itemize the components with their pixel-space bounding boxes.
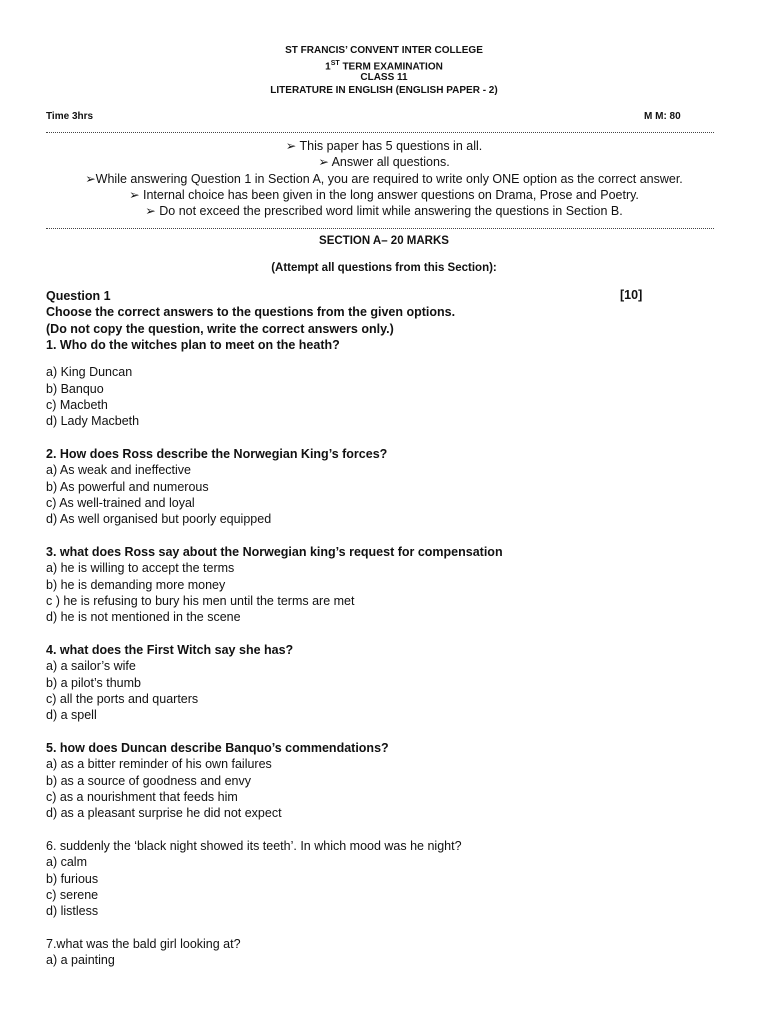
section-subtitle: (Attempt all questions from this Section): — [271, 262, 497, 274]
section-title: SECTION A– 20 MARKS — [319, 235, 449, 247]
max-marks-label: M M: 80 — [644, 111, 681, 122]
term-text: TERM EXAMINATION — [339, 61, 443, 73]
option: b) furious — [46, 872, 99, 886]
time-label: Time 3hrs — [46, 111, 94, 122]
option: c) serene — [46, 888, 99, 902]
question-text: 1. Who do the witches plan to meet on the heath? — [46, 338, 340, 352]
instruction-3: ➢While answering Question 1 in Section A, you are required to write only ONE option as the correct answer. — [85, 172, 683, 186]
term-number: 1 — [325, 61, 331, 73]
option: d) he is not mentioned in the scene — [46, 610, 241, 624]
question-text: 2. How does Ross describe the Norwegian King’s forces? — [46, 447, 388, 461]
option: d) a spell — [46, 708, 97, 722]
instruction-1: ➢ This paper has 5 questions in all. — [285, 139, 483, 153]
option: b) As powerful and numerous — [46, 480, 209, 494]
option: b) he is demanding more money — [46, 578, 226, 592]
option: a) calm — [46, 855, 87, 869]
option: c) Macbeth — [46, 398, 108, 412]
question-text: 4. what does the First Witch say she has? — [46, 643, 294, 657]
option: a) As weak and ineffective — [46, 463, 191, 477]
instruction-2: ➢ Answer all questions. — [318, 155, 450, 169]
question-1-instruction: Choose the correct answers to the questions from the given options. — [46, 305, 456, 319]
option: a) King Duncan — [46, 365, 133, 379]
option: d) as a pleasant surprise he did not expect — [46, 806, 282, 820]
question-text: 5. how does Duncan describe Banquo’s commendations? — [46, 741, 389, 755]
class-title: CLASS 11 — [360, 72, 408, 83]
school-name: ST FRANCIS’ CONVENT INTER COLLEGE — [285, 45, 483, 56]
option: a) a painting — [46, 953, 115, 967]
option: d) Lady Macbeth — [46, 414, 140, 428]
option: c) As well-trained and loyal — [46, 496, 195, 510]
question-1-marks: [10] — [620, 288, 643, 302]
instruction-4: ➢ Internal choice has been given in the long answer questions on Drama, Prose and Poetry. — [129, 188, 639, 202]
question-text: 3. what does Ross say about the Norwegian king’s request for compensation — [46, 545, 503, 559]
option: a) as a bitter reminder of his own failures — [46, 757, 272, 771]
option: d) listless — [46, 904, 99, 918]
option: b) a pilot’s thumb — [46, 676, 141, 690]
subject-title: LITERATURE IN ENGLISH (ENGLISH PAPER - 2) — [270, 85, 498, 96]
option: b) Banquo — [46, 382, 104, 396]
option: c) as a nourishment that feeds him — [46, 790, 238, 804]
option: d) As well organised but poorly equipped — [46, 512, 272, 526]
option: c ) he is refusing to bury his men until the terms are met — [46, 594, 355, 608]
option: a) a sailor’s wife — [46, 659, 136, 673]
option: a) he is willing to accept the terms — [46, 561, 235, 575]
divider-top — [46, 132, 714, 133]
option: b) as a source of goodness and envy — [46, 774, 251, 788]
question-text: 6. suddenly the ‘black night showed its teeth’. In which mood was he night? — [46, 839, 462, 853]
question-1-note: (Do not copy the question, write the correct answers only.) — [46, 322, 394, 336]
divider-bottom — [46, 228, 714, 229]
question-text: 7.what was the bald girl looking at? — [46, 937, 241, 951]
term-superscript: ST — [330, 60, 340, 67]
question-1-label: Question 1 — [46, 289, 111, 303]
option: c) all the ports and quarters — [46, 692, 199, 706]
instruction-5: ➢ Do not exceed the prescribed word limit while answering the questions in Section B. — [145, 204, 623, 218]
